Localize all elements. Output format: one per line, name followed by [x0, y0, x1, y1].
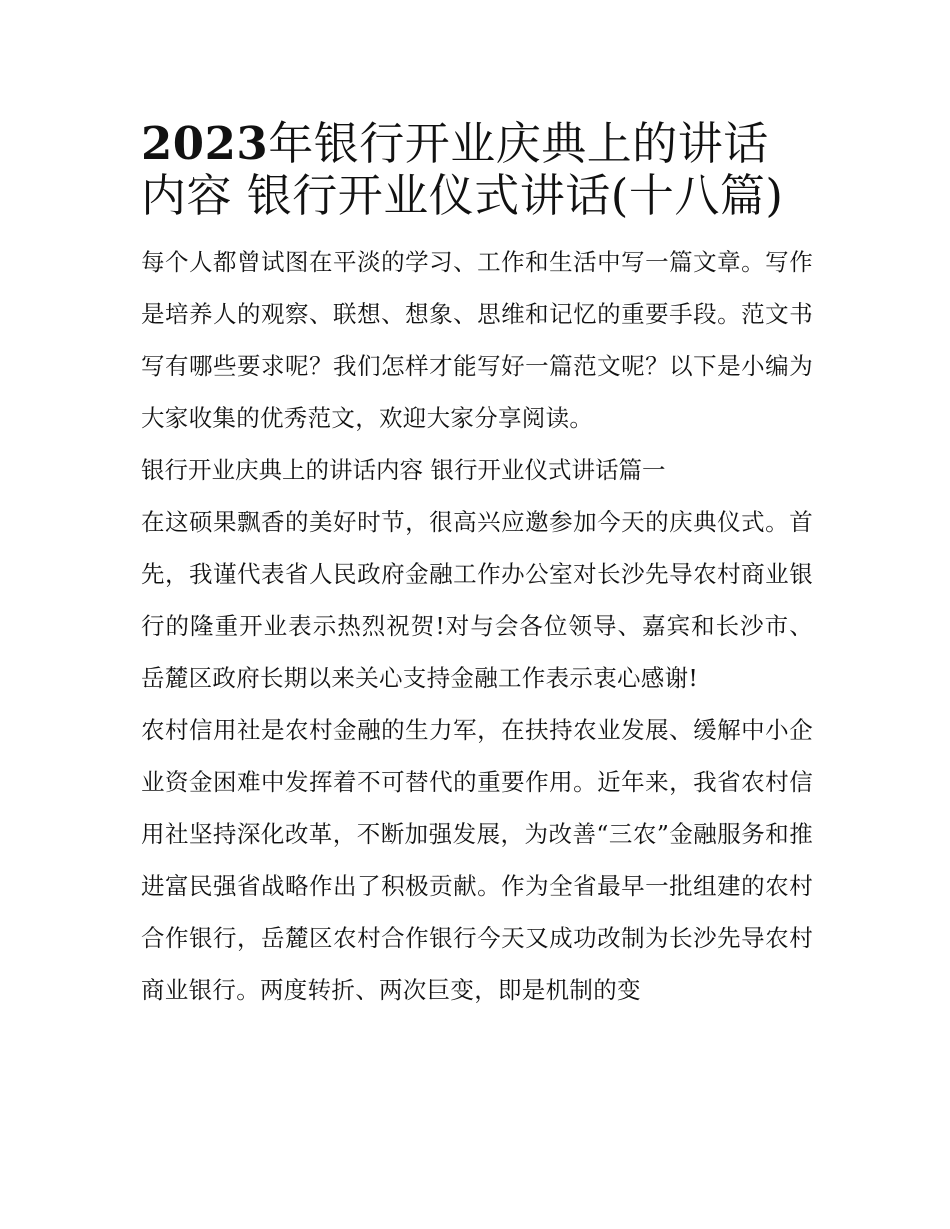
title-year: 2023: [141, 117, 269, 170]
document-title: [141, 118, 813, 222]
body-paragraph-1: 在这硕果飘香的美好时节，很高兴应邀参加今天的庆典仪式。首先，我谨代表省人民政府金融工作办公室对长沙先导农村商业银行的隆重开业表示热烈祝贺!对与会各位领导、嘉宾和长沙市、岳麓区政府长期以来关心支持金融工作表示衷心感谢!: [141, 508, 813, 692]
section-heading: 银行开业庆典上的讲话内容 银行开业仪式讲话篇一: [141, 456, 666, 484]
title-text: 年银行开业庆典上的讲话内容 银行开业仪式讲话(十八篇): [141, 117, 784, 222]
intro-paragraph: 每个人都曾试图在平淡的学习、工作和生活中写一篇文章。写作是培养人的观察、联想、想象、思维和记忆的重要手段。范文书写有哪些要求呢？我们怎样才能写好一篇范文呢？以下是小编为大家收集的优秀范文，欢迎大家分享阅读。: [141, 248, 813, 432]
document-page: [141, 118, 813, 1016]
body-paragraph-2: 农村信用社是农村金融的生力军，在扶持农业发展、缓解中小企业资金困难中发挥着不可替代的重要作用。近年来，我省农村信用社坚持深化改革，不断加强发展，为改善“三农”金融服务和推进富民强省战略作出了积极贡献。作为全省最早一批组建的农村合作银行，岳麓区农村合作银行今天又成功改制为长沙先导农村商业银行。两度转折、两次巨变，即是机制的变: [141, 716, 813, 1004]
